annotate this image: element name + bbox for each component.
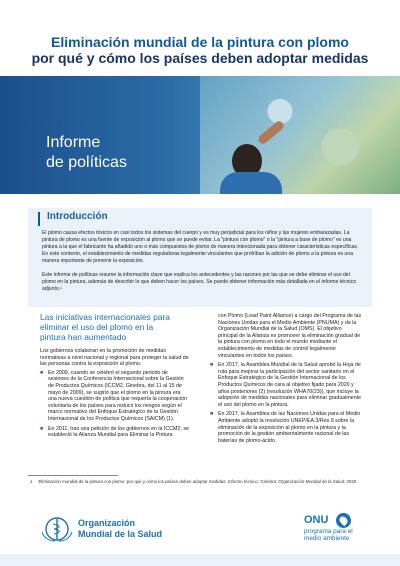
footnote-divider: [28, 475, 118, 476]
bullet-text: En 2009, cuando se celebró el segundo periodo de sesiones de la Conferencia Internacional sobre la Gestión de Productos Químicos (ICCM2, Ginebra, del 11 al 15 de mayo de 2009), se sugirió que el plomo en la pintura era una nueva cuestión de política que requería la cooperación voluntaria de los países para reducir los riesgos según el marco normativo del Enfoque Estratégico de la Gestión Internacional de los Productos Químicos (SAICM) (1).: [48, 369, 187, 422]
right-column: [210, 313, 362, 447]
bullet-icon: ■: [40, 425, 44, 432]
unep-name-line2: medio ambiente: [304, 535, 350, 543]
document-title-line1: Eliminación mundial de la pintura con plomo: [51, 34, 349, 50]
who-name-line2: Mundial de la Salud: [78, 529, 163, 539]
who-name-line1: Organización: [78, 518, 136, 528]
bullet-continuation: con Plomo (Lead Paint Alliance) a cargo del Programa de las Naciones Unidas para el Medio Ambiente (PNUMA) y de la Organización Mundial de la Salud (OMS). El objetivo principal de la Alianza es promover la eliminación gradual de la pintura con plomo en todo el mundo mediante el establecimiento de medidas de control legalmente vinculantes en todos los países.: [218, 313, 362, 359]
list-item: [210, 362, 362, 408]
section-subheading: Las iniciativas internacionales para eliminar el uso del plomo en la pintura han aumentado: [40, 312, 170, 342]
who-logo-text: [78, 518, 162, 540]
bullet-icon: ■: [210, 411, 214, 418]
unep-logo-text: [304, 528, 353, 543]
bullet-text: En 2017, la Asamblea de las Naciones Unidas para el Medio Ambiente adoptó la resolución UNEP/EA.3/Res.9 sobre la eliminación de la exposición al plomo en la pintura y la promoción de la gestión ambientalmente racional de las baterías de plomo-ácido.: [218, 411, 361, 444]
hero-label-line2: de políticas: [46, 154, 127, 171]
child-body-illustration: [220, 172, 282, 194]
hero-label-line1: Informe: [46, 134, 101, 151]
introduction-box: [28, 208, 372, 307]
list-item: [40, 370, 190, 423]
bullet-text: En 2011, tras una petición de los gobiernos en la ICCM2, se estableció la Alianza Mundial para Eliminar la Pintura: [48, 425, 189, 439]
left-bullet-list: [40, 370, 190, 439]
who-emblem-icon: [40, 516, 74, 542]
intro-paragraph-2: Este informe de políticas resume la información clave que explica los antecedentes y las razones por las que se debe eliminar el uso del plomo en la pintura, además de describir lo que deben hacer los países. Se puede obtener información más detallada en el informe técnico adjunto.¹: [42, 272, 357, 292]
onu-label: ONU: [304, 514, 329, 526]
right-bullet-list: [210, 362, 362, 444]
intro-heading: Introducción: [47, 211, 108, 222]
unep-name-line1: programa para el: [304, 528, 353, 535]
bullet-text: En 2017, la Asamblea Mundial de la Salud aprobó la Hoja de ruta para mejorar la participación del sector sanitario en el Enfoque Estratégico de la Gestión Internacional de los Productos Químicos de cara al objetivo fijado para 2020 y años posteriores (2) (resolución WHA70(23)), que incluye la adopción de medidas nacionales para eliminar gradualmente el uso del plomo en la pintura.: [218, 362, 362, 408]
document-title-line2: por qué y cómo los países deben adoptar medidas: [31, 50, 369, 66]
list-item: [210, 411, 362, 444]
bottom-band: [0, 554, 400, 566]
bullet-icon: ■: [40, 369, 44, 376]
list-item: [40, 426, 190, 439]
section-lead-paragraph: Los gobiernos colaboran en la promoción de medidas normativas a nivel nacional y regional para proteger la salud de las personas contra la exposición al plomo.: [40, 348, 189, 368]
title-block: [0, 0, 400, 76]
footnote-number: 1: [30, 479, 33, 484]
hero-image: [0, 76, 400, 194]
footnote: [30, 479, 370, 485]
bullet-icon: ■: [210, 362, 214, 369]
intro-paragraph-1: El plomo causa efectos tóxicos en casi todos los sistemas del cuerpo y es muy perjudicial para los niños y las mujeres embarazadas. La pintura de plomo es una fuente de exposición al plomo que se puede evitar. La "pintura con plomo" o la "pintura a base de plomo" es una pintura a la que el fabricante ha añadido uno o más compuestos de plomo de manera intencionada para obtener características específicas. En este contexto, el establecimiento de medidas reguladoras legalmente vinculantes que prohíban la adición de plomo a la pintura es una manera importante de prevenir la exposición.: [42, 230, 359, 264]
intro-accent-bar: [38, 212, 40, 226]
footnote-text: Eliminación mundial de la pintura con plomo: por qué y cómo los países deben adoptar medidas. Informe técnico. Ginebra: Organización Mundial de la Salud; 2020.: [38, 479, 358, 484]
left-column: [40, 348, 190, 442]
unep-emblem-icon: [336, 513, 351, 528]
